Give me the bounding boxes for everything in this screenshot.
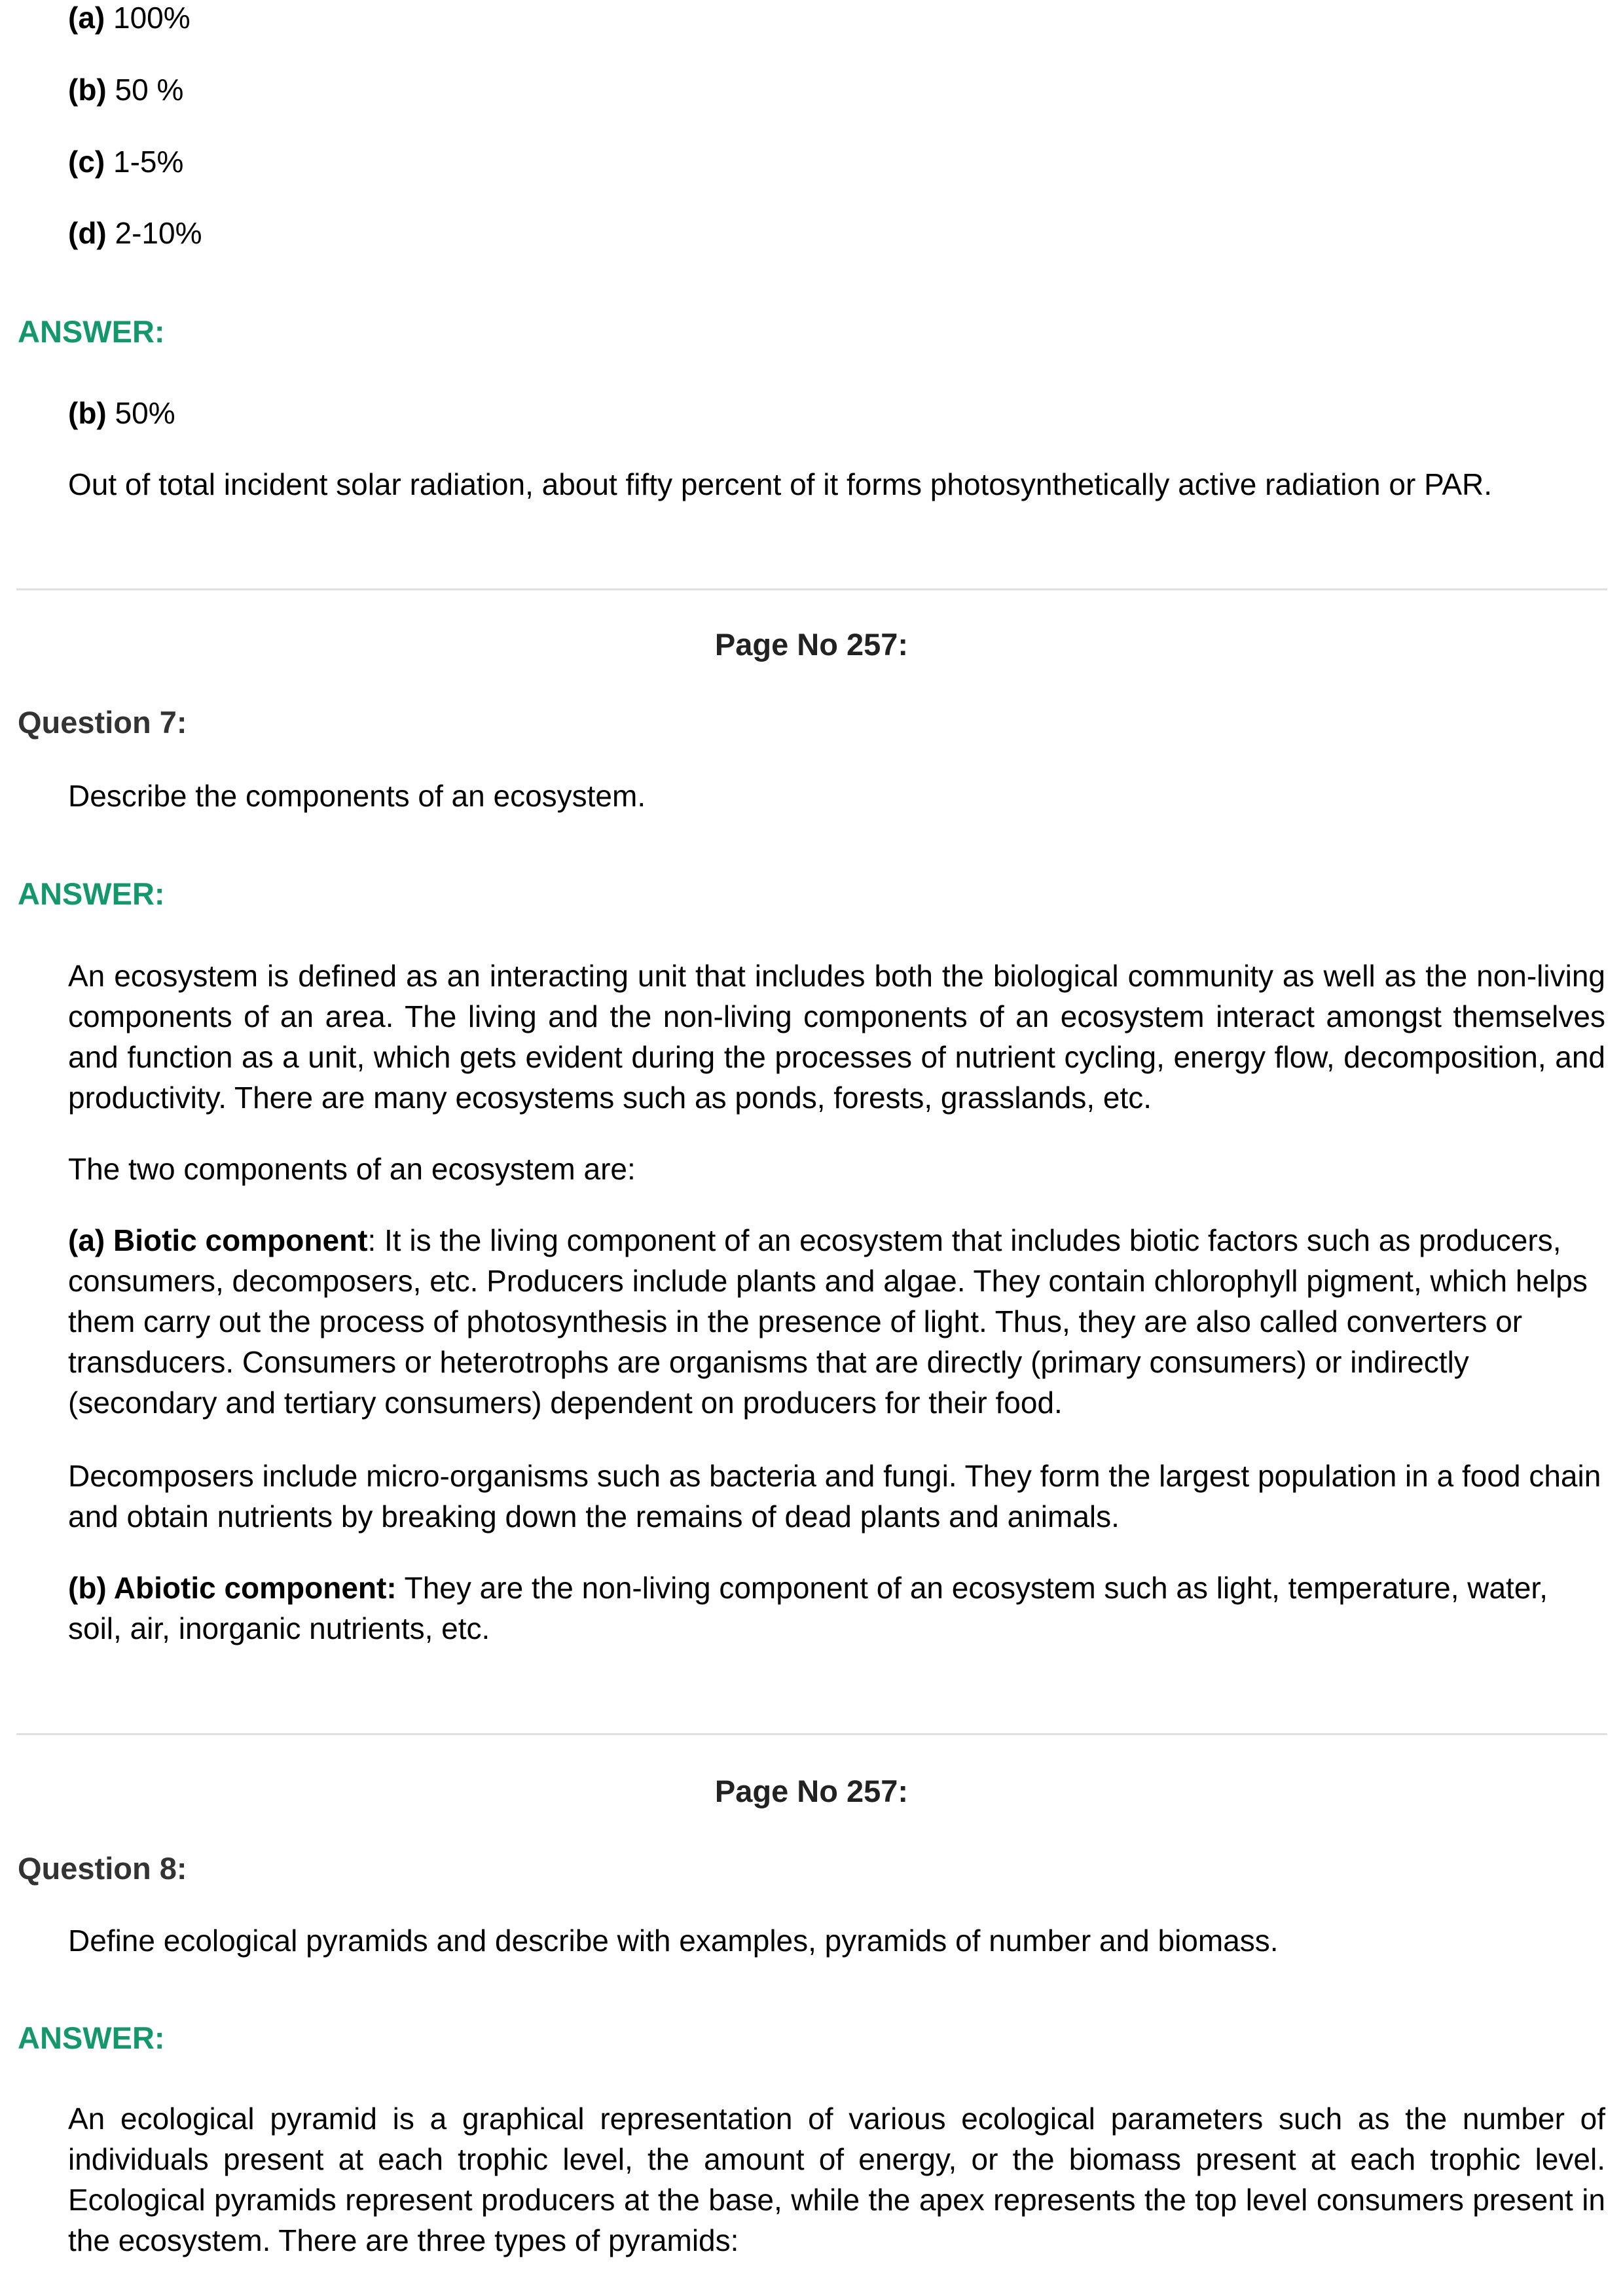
abiotic-component-paragraph bbox=[68, 1568, 1605, 1649]
option-text: 2-10% bbox=[115, 216, 202, 250]
option-c bbox=[68, 141, 1605, 182]
answer-intro-paragraph: An ecosystem is defined as an interacting unit that includes both the biological community as well as the non-living components of an area. The living and the non-living components of an ecosystem interact amongst themselves and function as a unit, which gets evident during the processes of nutrient cycling, energy flow, decomposition, and productivity. There are many ecosystems such as ponds, forests, grasslands, etc. bbox=[68, 959, 1605, 1115]
answer-explanation: Out of total incident solar radiation, about fifty percent of it forms photosynthetically active radiation or PAR. bbox=[68, 467, 1493, 501]
option-label: (c) bbox=[68, 145, 105, 179]
answer-heading: ANSWER: bbox=[18, 2020, 165, 2055]
question-text: Describe the components of an ecosystem. bbox=[68, 779, 646, 813]
option-d bbox=[68, 213, 1605, 253]
option-label: (b) bbox=[68, 73, 107, 107]
abiotic-text: They are the non-living component of an ecosystem such as light, temperature, water, soil, air, inorganic nutrients, etc. bbox=[68, 1571, 1548, 1645]
option-text: 50 % bbox=[115, 73, 184, 107]
section-divider bbox=[16, 1733, 1607, 1735]
option-label: (d) bbox=[68, 216, 107, 250]
question-text: Define ecological pyramids and describe with examples, pyramids of number and biomass. bbox=[68, 1924, 1279, 1958]
biotic-component-paragraph bbox=[68, 1220, 1605, 1423]
option-a bbox=[68, 0, 1605, 38]
components-intro: The two components of an ecosystem are: bbox=[68, 1152, 636, 1186]
answer-heading: ANSWER: bbox=[18, 314, 165, 349]
decomposers-paragraph: Decomposers include micro-organisms such as bacteria and fungi. They form the largest population in a food chain and obtain nutrients by breaking down the remains of dead plants and animals. bbox=[68, 1459, 1601, 1534]
option-b bbox=[68, 69, 1605, 110]
section-divider bbox=[16, 588, 1607, 590]
option-text: 100% bbox=[113, 1, 191, 35]
answer-heading: ANSWER: bbox=[18, 876, 165, 911]
answer-choice bbox=[68, 393, 1605, 433]
answer-intro-paragraph: An ecological pyramid is a graphical representation of various ecological parameters such as the number of individuals present at each trophic level, the amount of energy, or the biomass present at each trophic level. Ecological pyramids represent producers at the base, while the apex represents the top level consumers present in the ecosystem. There are three types of pyramids: bbox=[68, 2102, 1605, 2257]
biotic-text: : It is the living component of an ecosystem that includes biotic factors such as producers, consumers, decomposers, etc. Producers include plants and algae. They contain chlorophyll pigment, which helps them carry out the process of photosynthesis in the presence of light. Thus, they are also called converters or transducers. Consumers or heterotrophs are organisms that are directly (primary consumers) or indirectly (secondary and tertiary consumers) dependent on producers for their food. bbox=[68, 1223, 1588, 1420]
answer-text: 50% bbox=[115, 396, 175, 430]
question-title: Question 8: bbox=[18, 1851, 187, 1886]
option-label: (a) bbox=[68, 1, 105, 35]
biotic-label: (a) Biotic component bbox=[68, 1223, 368, 1257]
question-title: Question 7: bbox=[18, 705, 187, 740]
page-number-heading: Page No 257: bbox=[714, 627, 909, 662]
page-number-heading: Page No 257: bbox=[714, 1774, 909, 1808]
answer-label: (b) bbox=[68, 396, 107, 430]
option-text: 1-5% bbox=[113, 145, 184, 179]
abiotic-label: (b) Abiotic component: bbox=[68, 1571, 397, 1605]
